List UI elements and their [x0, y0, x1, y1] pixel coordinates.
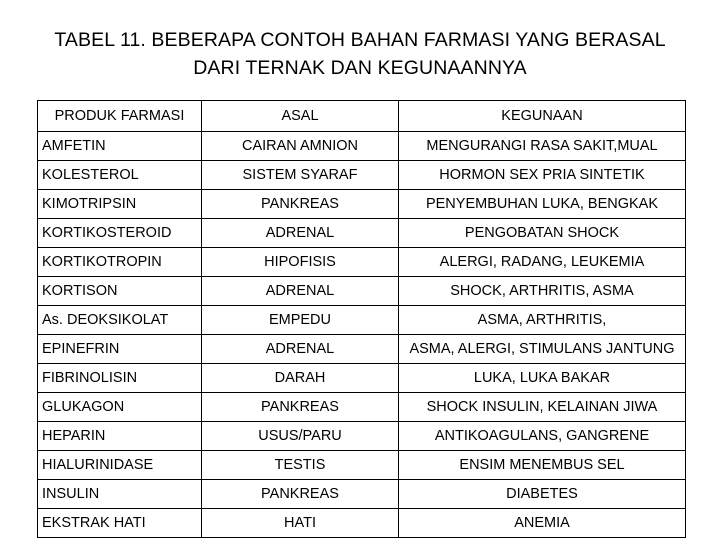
cell-produk: HIALURINIDASE: [38, 451, 202, 480]
table-row: [38, 277, 686, 306]
cell-produk: As. DEOKSIKOLAT: [38, 306, 202, 335]
cell-asal: HIPOFISIS: [202, 248, 399, 277]
cell-asal: ADRENAL: [202, 335, 399, 364]
cell-kegunaan: ANTIKOAGULANS, GANGRENE: [399, 422, 686, 451]
cell-kegunaan: ANEMIA: [399, 509, 686, 538]
header-asal: ASAL: [202, 101, 399, 132]
table-body: [38, 132, 686, 538]
cell-produk: FIBRINOLISIN: [38, 364, 202, 393]
cell-asal: TESTIS: [202, 451, 399, 480]
cell-produk: GLUKAGON: [38, 393, 202, 422]
cell-kegunaan: LUKA, LUKA BAKAR: [399, 364, 686, 393]
table-row: [38, 335, 686, 364]
cell-kegunaan: ASMA, ALERGI, STIMULANS JANTUNG: [399, 335, 686, 364]
cell-asal: PANKREAS: [202, 480, 399, 509]
cell-kegunaan: ENSIM MENEMBUS SEL: [399, 451, 686, 480]
cell-kegunaan: MENGURANGI RASA SAKIT,MUAL: [399, 132, 686, 161]
table-row: [38, 190, 686, 219]
cell-kegunaan: ALERGI, RADANG, LEUKEMIA: [399, 248, 686, 277]
cell-asal: EMPEDU: [202, 306, 399, 335]
cell-produk: KORTISON: [38, 277, 202, 306]
table-row: [38, 480, 686, 509]
cell-produk: INSULIN: [38, 480, 202, 509]
cell-produk: KOLESTEROL: [38, 161, 202, 190]
cell-kegunaan: SHOCK INSULIN, KELAINAN JIWA: [399, 393, 686, 422]
table-row: [38, 451, 686, 480]
table-row: [38, 393, 686, 422]
cell-asal: PANKREAS: [202, 190, 399, 219]
cell-produk: KIMOTRIPSIN: [38, 190, 202, 219]
cell-kegunaan: ASMA, ARTHRITIS,: [399, 306, 686, 335]
cell-asal: SISTEM SYARAF: [202, 161, 399, 190]
cell-produk: EKSTRAK HATI: [38, 509, 202, 538]
cell-kegunaan: HORMON SEX PRIA SINTETIK: [399, 161, 686, 190]
cell-asal: PANKREAS: [202, 393, 399, 422]
cell-kegunaan: DIABETES: [399, 480, 686, 509]
table-row: [38, 306, 686, 335]
cell-asal: DARAH: [202, 364, 399, 393]
title-line-2: DARI TERNAK DAN KEGUNAANNYA: [193, 57, 527, 79]
page-title: [0, 26, 720, 82]
cell-produk: HEPARIN: [38, 422, 202, 451]
cell-asal: ADRENAL: [202, 219, 399, 248]
cell-produk: KORTIKOTROPIN: [38, 248, 202, 277]
cell-produk: AMFETIN: [38, 132, 202, 161]
cell-asal: USUS/PARU: [202, 422, 399, 451]
header-produk: PRODUK FARMASI: [38, 101, 202, 132]
header-kegunaan: KEGUNAAN: [399, 101, 686, 132]
table-row: [38, 219, 686, 248]
cell-asal: HATI: [202, 509, 399, 538]
title-line-1: TABEL 11. BEBERAPA CONTOH BAHAN FARMASI YANG BERASAL: [54, 29, 666, 51]
cell-kegunaan: SHOCK, ARTHRITIS, ASMA: [399, 277, 686, 306]
cell-asal: CAIRAN AMNION: [202, 132, 399, 161]
cell-produk: EPINEFRIN: [38, 335, 202, 364]
cell-kegunaan: PENGOBATAN SHOCK: [399, 219, 686, 248]
header-row: [38, 101, 686, 132]
table-row: [38, 509, 686, 538]
pharma-table: [37, 100, 686, 538]
table-row: [38, 161, 686, 190]
table-row: [38, 364, 686, 393]
table-row: [38, 422, 686, 451]
table-row: [38, 248, 686, 277]
cell-kegunaan: PENYEMBUHAN LUKA, BENGKAK: [399, 190, 686, 219]
table-row: [38, 132, 686, 161]
cell-produk: KORTIKOSTEROID: [38, 219, 202, 248]
cell-asal: ADRENAL: [202, 277, 399, 306]
